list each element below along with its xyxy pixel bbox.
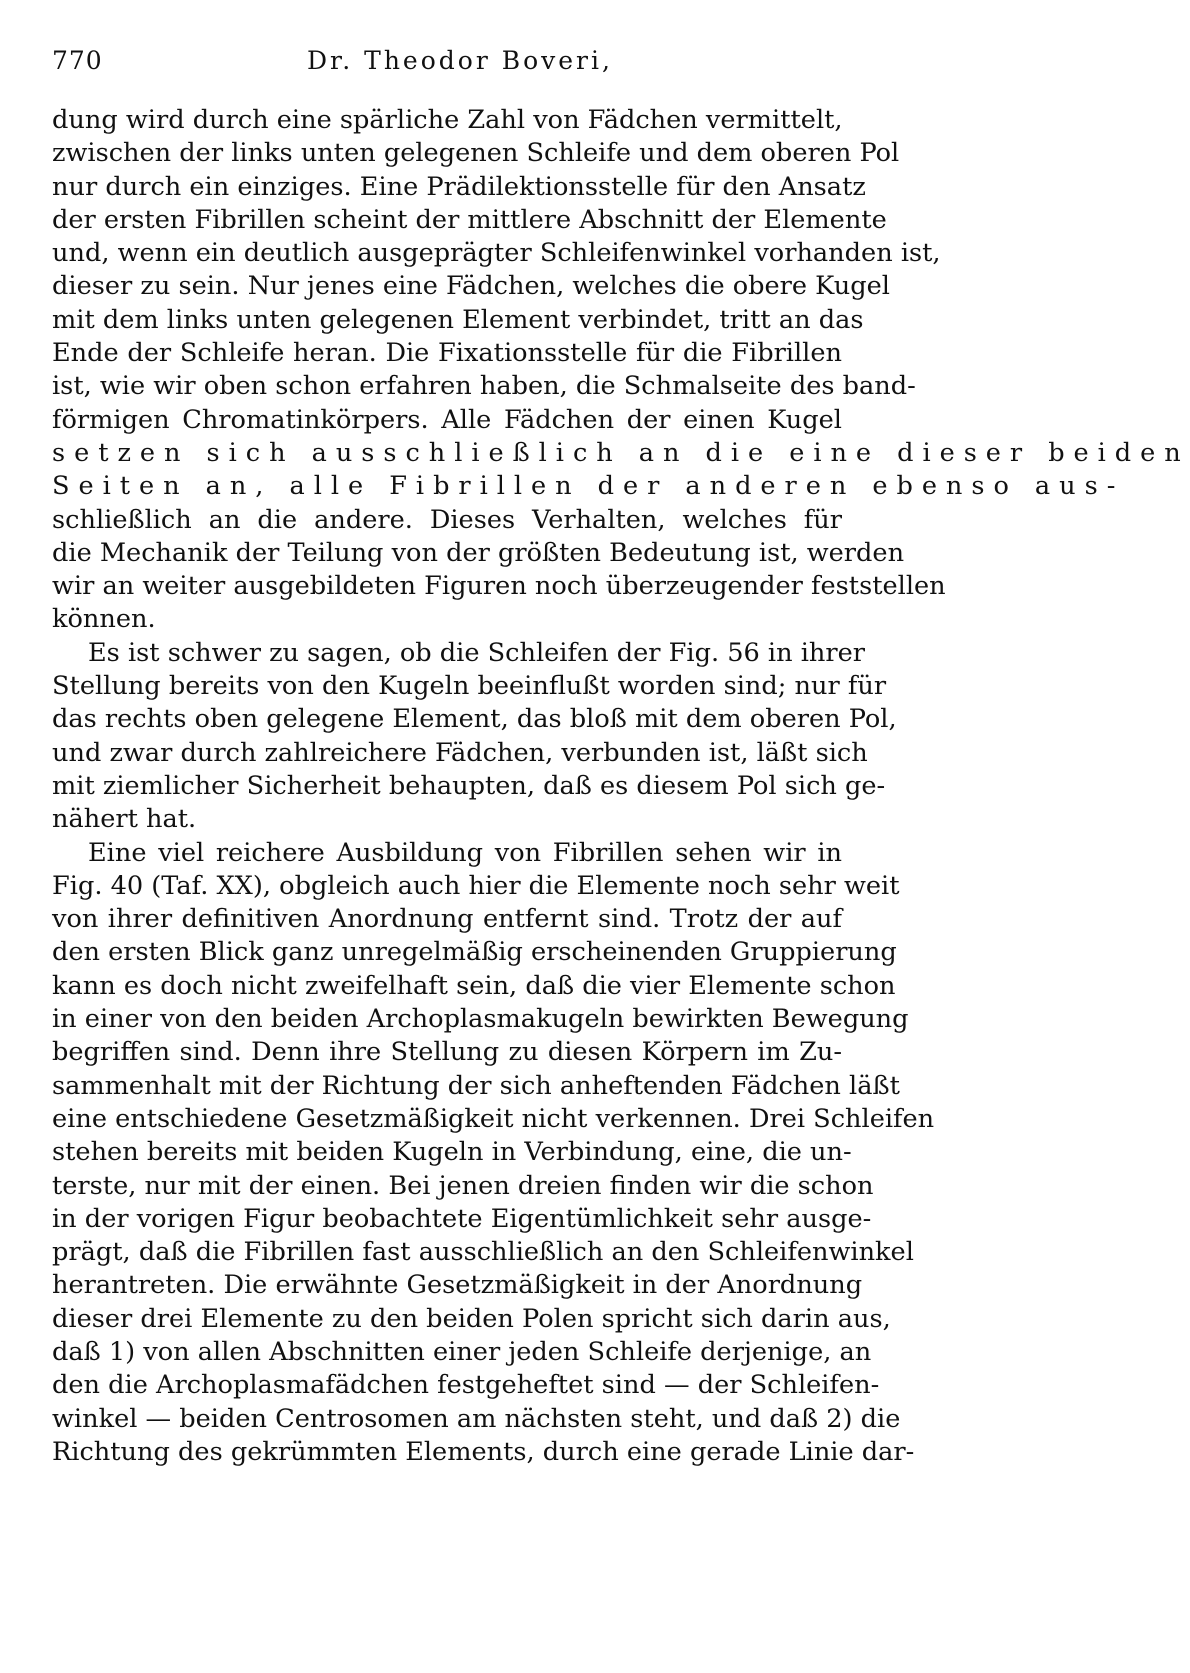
text-line: mit dem links unten gelegenen Element verbindet, tritt an das [52, 304, 864, 335]
text-line: Eine viel reichere Ausbildung von Fibrillen sehen wir in [88, 837, 842, 868]
text-line: in einer von den beiden Archoplasmakugeln bewirkten Bewegung [52, 1004, 909, 1035]
page-header [52, 46, 832, 86]
text-line: begriffen sind. Denn ihre Stellung zu diesen Körpern im Zu- [52, 1037, 842, 1068]
text-line: mit ziemlicher Sicherheit behaupten, daß es diesem Pol sich ge- [52, 770, 886, 801]
text-line: dung wird durch eine spärliche Zahl von Fädchen vermittelt, [52, 105, 843, 135]
text-line: zwischen der links unten gelegenen Schleife und dem oberen Pol [52, 138, 900, 169]
text-line: Es ist schwer zu sagen, ob die Schleifen der Fig. 56 in ihrer [88, 637, 866, 668]
text-line-spaced: Seiten an, alle Fibrillen der anderen ebenso aus- [52, 471, 1125, 502]
text-line: das rechts oben gelegene Element, das bloß mit dem oberen Pol, [52, 704, 897, 735]
text-line: der ersten Fibrillen scheint der mittlere Abschnitt der Elemente [52, 204, 887, 235]
text-line: eine entschiedene Gesetzmäßigkeit nicht verkennen. Drei Schleifen [52, 1103, 935, 1134]
text-line: sammenhalt mit der Richtung der sich anheftenden Fädchen läßt [52, 1070, 900, 1101]
text-line: Ende der Schleife heran. Die Fixationsstelle für die Fibrillen [52, 338, 842, 369]
text-line: kann es doch nicht zweifelhaft sein, daß die vier Elemente schon [52, 970, 896, 1001]
text-line: schließlich an die andere. Dieses Verhalten, welches für [52, 504, 842, 535]
text-line: herantreten. Die erwähnte Gesetzmäßigkeit in der Anordnung [52, 1270, 863, 1301]
text-line: den ersten Blick ganz unregelmäßig erscheinenden Gruppierung [52, 937, 897, 968]
text-line: dieser drei Elemente zu den beiden Polen spricht sich darin aus, [52, 1303, 891, 1334]
text-line: daß 1) von allen Abschnitten einer jeden Schleife derjenige, an [52, 1336, 872, 1367]
page-number: 770 [52, 46, 103, 75]
running-head: Dr. Theodor Boveri, [307, 46, 613, 75]
text-line: von ihrer definitiven Anordnung entfernt sind. Trotz der auf [52, 904, 842, 935]
text-line: und, wenn ein deutlich ausgeprägter Schleifenwinkel vorhanden ist, [52, 238, 941, 269]
text-line: den die Archoplasmafädchen festgeheftet sind — der Schleifen- [52, 1370, 880, 1401]
text-line: Fig. 40 (Taf. XX), obgleich auch hier die Elemente noch sehr weit [52, 870, 900, 901]
text-line: förmigen Chromatinkörpers. Alle Fädchen der einen Kugel [52, 404, 842, 435]
body-text [52, 104, 1190, 1469]
text-line: ist, wie wir oben schon erfahren haben, die Schmalseite des band- [52, 371, 916, 402]
text-line: prägt, daß die Fibrillen fast ausschließlich an den Schleifenwinkel [52, 1237, 914, 1268]
text-line: dieser zu sein. Nur jenes eine Fädchen, welches die obere Kugel [52, 271, 890, 302]
text-line: die Mechanik der Teilung von der größten Bedeutung ist, werden [52, 537, 905, 568]
text-line: in der vorigen Figur beobachtete Eigentümlichkeit sehr ausge- [52, 1203, 872, 1234]
text-line: Richtung des gekrümmten Elements, durch eine gerade Linie dar- [52, 1436, 915, 1467]
text-line: Stellung bereits von den Kugeln beeinflußt worden sind; nur für [52, 671, 887, 702]
text-line: können. [52, 604, 156, 635]
text-line: nähert hat. [52, 804, 197, 835]
text-line-spaced: setzen sich ausschließlich an die eine dieser beiden [52, 437, 1190, 468]
text-line: nur durch ein einziges. Eine Prädilektionsstelle für den Ansatz [52, 171, 866, 202]
text-line: und zwar durch zahlreichere Fädchen, verbunden ist, läßt sich [52, 737, 868, 768]
text-line: stehen bereits mit beiden Kugeln in Verbindung, eine, die un- [52, 1137, 852, 1168]
text-line: winkel — beiden Centrosomen am nächsten steht, und daß 2) die [52, 1403, 901, 1434]
text-line: wir an weiter ausgebildeten Figuren noch überzeugender feststellen [52, 571, 946, 602]
text-line: terste, nur mit der einen. Bei jenen dreien finden wir die schon [52, 1170, 874, 1201]
